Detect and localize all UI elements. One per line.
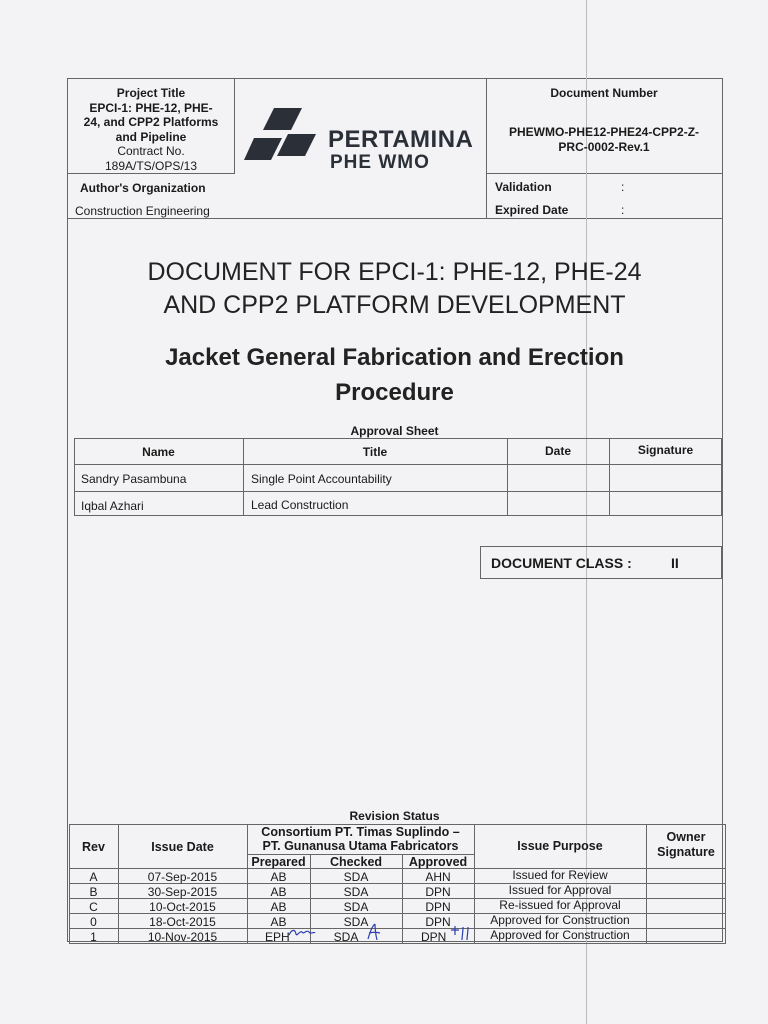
document-subtitle — [67, 340, 722, 410]
revision-purpose: Approved for Construction — [490, 928, 630, 942]
header-rule — [67, 173, 235, 174]
revision-approved: DPN — [425, 900, 451, 914]
revision-rev: 0 — [90, 915, 97, 929]
author-org: Construction Engineering — [75, 204, 210, 218]
approval-row-title: Single Point Accountability — [251, 472, 392, 486]
revision-header-date: Issue Date — [151, 840, 214, 854]
expired-date-label: Expired Date — [495, 203, 569, 217]
document-main-title — [67, 256, 722, 322]
approval-header-name: Name — [142, 445, 175, 459]
revision-checked: SDA — [343, 900, 369, 914]
handwritten-initials-icon — [366, 922, 382, 942]
revision-date: 18-Oct-2015 — [149, 915, 216, 929]
approval-caption: Approval Sheet — [350, 424, 439, 438]
project-title-line: 24, and CPP2 Platforms — [83, 115, 219, 129]
revision-purpose: Approved for Construction — [490, 913, 630, 927]
revision-date: 10-Oct-2015 — [149, 900, 216, 914]
revision-purpose: Issued for Review — [512, 868, 608, 882]
revision-rev: C — [89, 900, 98, 914]
revision-checked: SDA — [343, 870, 369, 884]
project-title-label: Project Title — [116, 86, 186, 100]
revision-header-consortium — [247, 825, 474, 853]
handwritten-initials-icon — [450, 924, 472, 942]
revision-prepared: AB — [270, 870, 287, 884]
subtitle-line: Jacket General Fabrication and Erection — [165, 344, 624, 371]
consortium-line: PT. Gunanusa Utama Fabricators — [262, 839, 459, 853]
pertamina-logo — [244, 108, 484, 173]
revision-checked: SDA — [343, 915, 369, 929]
contract-label: Contract No. — [117, 144, 185, 158]
approval-row-name: Iqbal Azhari — [81, 499, 144, 513]
approval-row-title: Lead Construction — [251, 498, 349, 512]
approval-header-title: Title — [362, 445, 388, 459]
owner-header-line: Owner — [666, 830, 706, 844]
revision-rev: A — [89, 870, 98, 884]
approval-header-signature: Signature — [637, 443, 694, 457]
main-title-line: DOCUMENT FOR EPCI-1: PHE-12, PHE-24 — [147, 258, 642, 286]
project-title-cell — [67, 86, 235, 173]
revision-header-prepared: Prepared — [251, 855, 306, 869]
logo-name: PERTAMINA — [328, 126, 474, 153]
pertamina-logo-mark-icon — [244, 108, 320, 164]
contract-number: 189A/TS/OPS/13 — [104, 158, 198, 173]
revision-rev: 1 — [90, 930, 97, 944]
logo-subtitle: PHE WMO — [330, 152, 430, 173]
author-org-label: Author's Organization — [80, 181, 206, 195]
revision-checked: SDA — [333, 930, 359, 944]
revision-prepared: EPH — [265, 930, 290, 944]
revision-approved: DPN — [425, 915, 451, 929]
revision-header-owner — [646, 830, 726, 860]
project-title-line: and Pipeline — [115, 129, 187, 144]
approval-rule — [74, 491, 722, 492]
revision-date: 07-Sep-2015 — [147, 870, 218, 884]
revision-approved: DPN — [425, 885, 451, 899]
revision-purpose: Issued for Approval — [508, 883, 612, 897]
doc-number-label: Document Number — [550, 86, 658, 100]
subtitle-line: Procedure — [335, 379, 454, 406]
revision-prepared: AB — [270, 885, 287, 899]
document-class-value: II — [671, 555, 679, 571]
consortium-line: Consortium PT. Timas Suplindo – — [261, 825, 460, 839]
revision-checked: SDA — [343, 885, 369, 899]
handwritten-initials-icon — [288, 926, 316, 940]
revision-header-purpose: Issue Purpose — [517, 839, 603, 853]
revision-rev: B — [89, 885, 98, 899]
revision-caption: Revision Status — [349, 809, 440, 823]
validation-colon: : — [621, 180, 625, 194]
doc-number-line: PRC-0002-Rev.1 — [558, 140, 650, 154]
approval-rule — [74, 464, 722, 465]
owner-header-line: Signature — [657, 845, 715, 859]
main-title-line: AND CPP2 PLATFORM DEVELOPMENT — [163, 291, 626, 319]
approval-header-date: Date — [544, 444, 571, 458]
approval-row-name: Sandry Pasambuna — [81, 472, 187, 486]
doc-number-line: PHEWMO-PHE12-PHE24-CPP2-Z- — [508, 125, 700, 139]
document-class-label: DOCUMENT CLASS : — [491, 555, 632, 571]
revision-date: 30-Sep-2015 — [147, 885, 218, 899]
revision-date: 10-Nov-2015 — [147, 930, 218, 944]
header-rule — [67, 218, 722, 219]
revision-prepared: AB — [270, 900, 287, 914]
validation-label: Validation — [495, 180, 552, 194]
revision-header-approved: Approved — [408, 855, 468, 869]
doc-number-cell — [487, 125, 721, 155]
revision-approved: AHN — [425, 870, 451, 884]
expired-date-colon: : — [621, 203, 625, 217]
revision-approved: DPN — [421, 930, 447, 944]
revision-header-checked: Checked — [329, 855, 383, 869]
header-rule — [486, 173, 722, 174]
revision-header-rev: Rev — [82, 840, 105, 854]
project-title-line: EPCI-1: PHE-12, PHE- — [89, 100, 213, 115]
revision-prepared: AB — [270, 915, 287, 929]
revision-purpose: Re-issued for Approval — [499, 898, 621, 912]
